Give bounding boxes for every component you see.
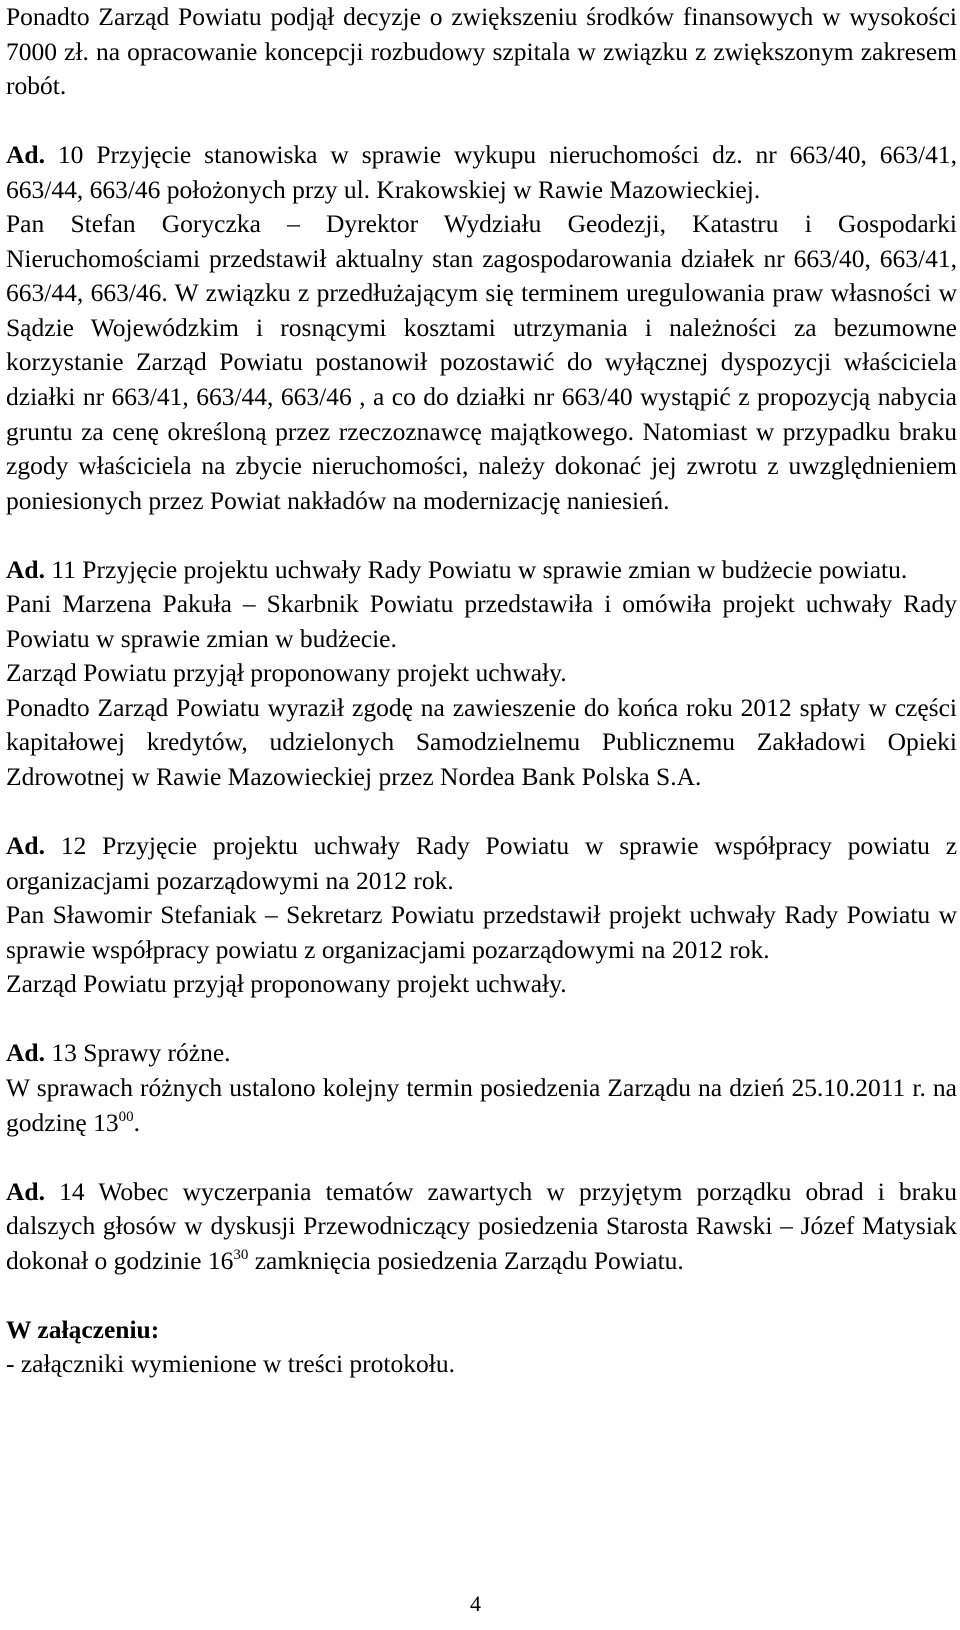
agenda-13-text-end: . xyxy=(133,1107,140,1137)
agenda-title: Przyjęcie projektu uchwały Rady Powiatu w sprawie zmian w budżecie powiatu. xyxy=(82,554,908,584)
attachments-item: - załączniki wymienione w treści protokołu. xyxy=(6,1349,455,1379)
agenda-11-paragraph-1: Pani Marzena Pakuła – Skarbnik Powiatu przedstawiła i omówiła projekt uchwały Rady Powiatu w sprawie zmian w budżecie. xyxy=(6,589,957,653)
agenda-13-text: W sprawach różnych ustalono kolejny termin posiedzenia Zarządu na dzień 25.10.2011 r. na godzinę 13 xyxy=(6,1072,957,1137)
agenda-label: Ad. xyxy=(6,1176,45,1206)
agenda-item-10 xyxy=(6,138,957,207)
agenda-number: 11 xyxy=(51,554,76,584)
agenda-title: Przyjęcie projektu uchwały Rady Powiatu w sprawie współpracy powiatu z organizacjami pozarządowymi na 2012 rok. xyxy=(6,831,958,895)
agenda-14-text: Wobec wyczerpania tematów zawartych w przyjętym porządku obrad i braku dalszych głosów w dyskusji Przewodniczący posiedzenia Starosta Rawski – Józef Matysiak dokonał o godzinie 16 xyxy=(6,1176,957,1275)
agenda-11-paragraph-3: Ponadto Zarząd Powiatu wyraził zgodę na zawieszenie do końca roku 2012 spłaty w części kapitałowej kredytów, udzielonych Samodzielnemu Publicznemu Zakładowi Opieki Zdrowotnej w Rawie Mazowieckiej przez Nordea Bank Polska S.A. xyxy=(6,692,957,792)
agenda-13-paragraph-1 xyxy=(6,1071,957,1140)
agenda-item-13 xyxy=(6,1036,957,1071)
page-number: 4 xyxy=(470,1591,481,1616)
agenda-number: 10 xyxy=(57,140,84,170)
agenda-10-body: Pan Stefan Goryczka – Dyrektor Wydziału Geodezji, Katastru i Gospodarki Nieruchomościami przedstawił aktualny stan zagospodarowania działek nr 663/40, 663/41, 663/44, 663/46. W związku z przedłużającym się terminem uregulowania praw własności w Sądzie Wojewódzkim i rosnącymi kosztami utrzymania i należności za bezumowne korzystanie Zarząd Powiatu postanowił pozostawić do wyłącznej dyspozycji właściciela działki nr 663/41, 663/44, 663/46 , a co do działki nr 663/40 wystąpić z propozycją nabycia gruntu za cenę określoną przez rzeczoznawcę majątkowego. Natomiast w przypadku braku zgody właściciela na zbycie nieruchomości, należy dokonać jej zwrotu z uwzględnieniem poniesionych przez Powiat nakładów na modernizację naniesień. xyxy=(6,209,957,515)
agenda-number: 13 xyxy=(51,1038,77,1068)
agenda-title: Sprawy różne. xyxy=(83,1038,231,1068)
agenda-number: 12 xyxy=(60,831,87,861)
agenda-11-paragraph-2: Zarząd Powiatu przyjął proponowany projekt uchwały. xyxy=(6,658,567,688)
attachments-heading: W załączeniu: xyxy=(6,1314,160,1344)
agenda-item-11 xyxy=(6,553,957,588)
intro-paragraph: Ponadto Zarząd Powiatu podjął decyzje o zwiększeniu środków finansowych w wysokości 7000 zł. na opracowanie koncepcji rozbudowy szpitala w związku z zwiększonym zakresem robót. xyxy=(6,2,957,101)
agenda-label: Ad. xyxy=(6,1038,45,1068)
time-minutes-superscript: 00 xyxy=(118,1108,134,1125)
agenda-label: Ad. xyxy=(6,554,45,584)
agenda-title: Przyjęcie stanowiska w sprawie wykupu nieruchomości dz. nr 663/40, 663/41, 663/44, 663/46 położonych przy ul. Krakowskiej w Rawie Mazowieckiej. xyxy=(6,140,958,204)
agenda-12-paragraph-2: Zarząd Powiatu przyjął proponowany projekt uchwały. xyxy=(6,969,567,999)
agenda-12-paragraph-1: Pan Sławomir Stefaniak – Sekretarz Powiatu przedstawił projekt uchwały Rady Powiatu w sprawie współpracy powiatu z organizacjami pozarządowymi na 2012 rok. xyxy=(6,900,957,964)
agenda-item-14 xyxy=(6,1175,957,1279)
agenda-number: 14 xyxy=(59,1176,85,1206)
time-minutes-superscript: 30 xyxy=(233,1246,249,1263)
agenda-item-12 xyxy=(6,829,957,898)
agenda-label: Ad. xyxy=(6,140,45,170)
agenda-14-text-end: zamknięcia posiedzenia Zarządu Powiatu. xyxy=(254,1245,684,1275)
document-page xyxy=(6,0,957,1382)
agenda-label: Ad. xyxy=(6,831,45,861)
